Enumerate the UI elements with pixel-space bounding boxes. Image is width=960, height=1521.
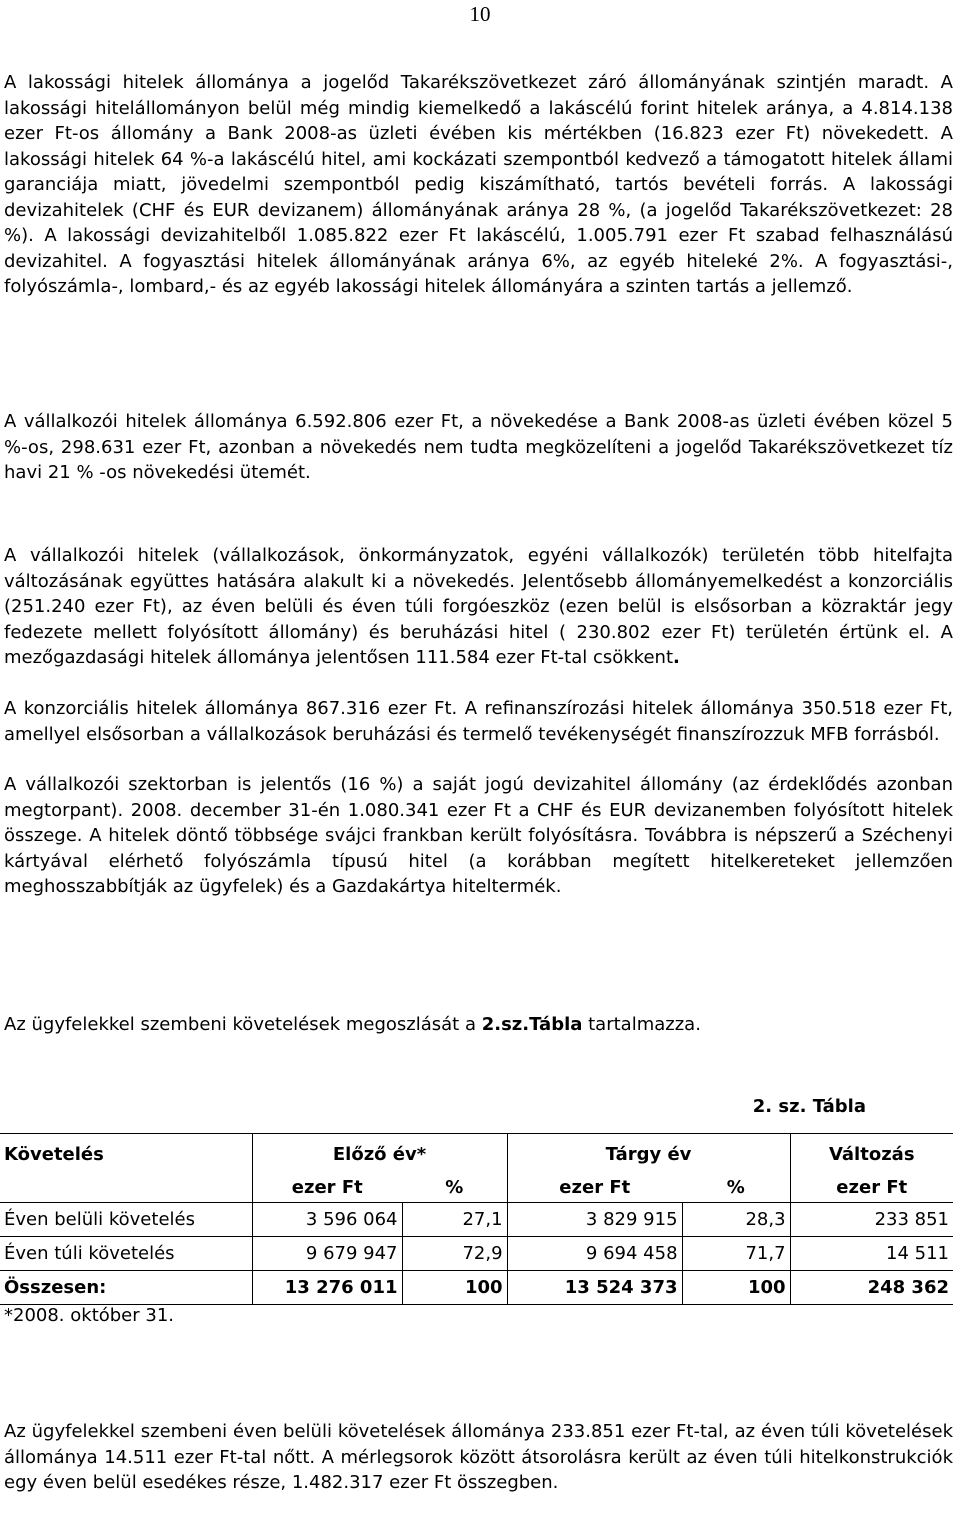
paragraph-konzorcialis: A konzorciális hitelek állománya 867.316 ezer Ft. A refinanszírozási hitelek állománya 350.518 ezer Ft, amellyel elsősorban a vállalkozások beruházási és termelő tevékenységét finanszírozzuk MFB forrásból. — [4, 698, 953, 745]
cell-value: 9 679 947 — [252, 1237, 402, 1271]
subheader-pct-2: % — [682, 1174, 790, 1203]
paragraph-kovetelesek: Az ügyfelekkel szembeni éven belüli követelések állománya 233.851 ezer Ft-tal, az éven túli követelések állománya 14.511 ezer Ft-tal nőtt. A mérlegsorok között átsorolásra került az éven túli hitelkonstrukciók egy éven belül esedékes része, 1.482.317 ezer Ft összegben. — [4, 1421, 953, 1493]
total-label: Összesen: — [0, 1271, 252, 1305]
paragraph-vallalkozoi-allomany: A vállalkozói hitelek állománya 6.592.806 ezer Ft, a növekedése a Bank 2008-as üzleti évében közel 5 %-os, 298.631 ezer Ft, azonban a növekedés nem tudta megközelíteni a jogelőd Takarékszövetkezet tíz havi 21 % -os növekedési ütemét. — [4, 411, 953, 483]
table-caption — [4, 1012, 701, 1037]
table-footnote: *2008. október 31. — [4, 1305, 175, 1326]
table-label: 2. sz. Tábla — [752, 1096, 866, 1117]
cell-value: 27,1 — [402, 1203, 507, 1237]
caption-text-after: tartalmazza. — [582, 1014, 701, 1035]
table-row — [0, 1237, 953, 1271]
table-header-row — [0, 1134, 953, 1175]
table-row — [0, 1203, 953, 1237]
total-value: 100 — [682, 1271, 790, 1305]
paragraph-vallalkozoi-hitelek — [4, 543, 953, 671]
row-label: Éven belüli követelés — [0, 1203, 252, 1237]
total-value: 248 362 — [790, 1271, 953, 1305]
paragraph-end-dot: . — [673, 647, 680, 668]
row-label: Éven túli követelés — [0, 1237, 252, 1271]
header-valtozas: Változás — [790, 1134, 953, 1175]
subheader-ezer-ft-2: ezer Ft — [507, 1174, 682, 1203]
page-number: 10 — [469, 2, 491, 26]
paragraph-lakossagi: A lakossági hitelek állománya a jogelőd Takarékszövetkezet záró állományának szintjén maradt. A lakossági hitelállományon belül még mindig kiemelkedő a lakáscélú forint hitelek aránya, a 4.814.138 ezer Ft-os állomány a Bank 2008-as üzleti évében kis mértékben (16.823 ezer Ft) növekedett. A lakossági hitelek 64 %-a lakáscélú hitel, ami kockázati szempontból kedvező a támogatott hitelek állami garanciája miatt, jövedelmi szempontból pedig kiszámítható, tartós bevételi forrás. A lakossági devizahitelek (CHF és EUR devizanem) állományának aránya 28 %, (a jogelőd Takarékszövetkezet: 28 %). A lakossági devizahitelből 1.085.822 ezer Ft lakáscélú, 1.005.791 ezer Ft szabad felhasználású devizahitel. A fogyasztási hitelek állományának aránya 6%, az egyéb hiteleké 2%. A fogyasztási-, folyószámla-, lombard,- és az egyéb lakossági hitelek állományára a szinten tartás a jellemző. — [4, 72, 953, 297]
cell-value: 3 829 915 — [507, 1203, 682, 1237]
cell-value: 28,3 — [682, 1203, 790, 1237]
cell-value: 71,7 — [682, 1237, 790, 1271]
header-elozo-ev: Előző év* — [252, 1134, 507, 1175]
subheader-ezer-ft-3: ezer Ft — [790, 1174, 953, 1203]
table-total-row — [0, 1271, 953, 1305]
cell-value: 14 511 — [790, 1237, 953, 1271]
subheader-empty — [0, 1174, 252, 1203]
cell-value: 72,9 — [402, 1237, 507, 1271]
cell-value: 9 694 458 — [507, 1237, 682, 1271]
caption-text-before: Az ügyfelekkel szembeni követelések megoszlását a — [4, 1014, 482, 1035]
table-subheader-row — [0, 1174, 953, 1203]
total-value: 13 276 011 — [252, 1271, 402, 1305]
subheader-ezer-ft-1: ezer Ft — [252, 1174, 402, 1203]
cell-value: 233 851 — [790, 1203, 953, 1237]
total-value: 100 — [402, 1271, 507, 1305]
header-targy-ev: Tárgy év — [507, 1134, 790, 1175]
paragraph-vallalkozoi-hitelek-text: A vállalkozói hitelek (vállalkozások, önkormányzatok, egyéni vállalkozók) területén több hitelfajta változásának együttes hatására alakult ki a növekedés. Jelentősebb állományemelkedést a konzorciális (251.240 ezer Ft), az éven belüli és éven túli forgóeszköz (ezen belül is elsősorban a közraktár jegy fedezete mellett folyósított állomány) és beruházási hitel ( 230.802 ezer Ft) területén értünk el. A mezőgazdasági hitelek állománya jelentősen 111.584 ezer Ft-tal csökkent — [4, 545, 953, 668]
cell-value: 3 596 064 — [252, 1203, 402, 1237]
header-koveteles: Követelés — [0, 1134, 252, 1175]
receivables-table — [0, 1133, 953, 1305]
caption-table-ref: 2.sz.Tábla — [481, 1014, 583, 1035]
subheader-pct-1: % — [402, 1174, 507, 1203]
paragraph-deviza: A vállalkozói szektorban is jelentős (16 %) a saját jogú devizahitel állomány (az érdeklődés azonban megtorpant). 2008. december 31-én 1.080.341 ezer Ft a CHF és EUR devizanemben folyósított hitelek összege. A hitelek döntő többsége svájci frankban került folyósításra. Továbbra is népszerű a Széchenyi kártyával elérhető folyószámla típusú hitel (a korábban megített hitelkereteket jellemzően meghosszabbítják az ügyfelek) és a Gazdakártya hiteltermék. — [4, 774, 953, 897]
total-value: 13 524 373 — [507, 1271, 682, 1305]
